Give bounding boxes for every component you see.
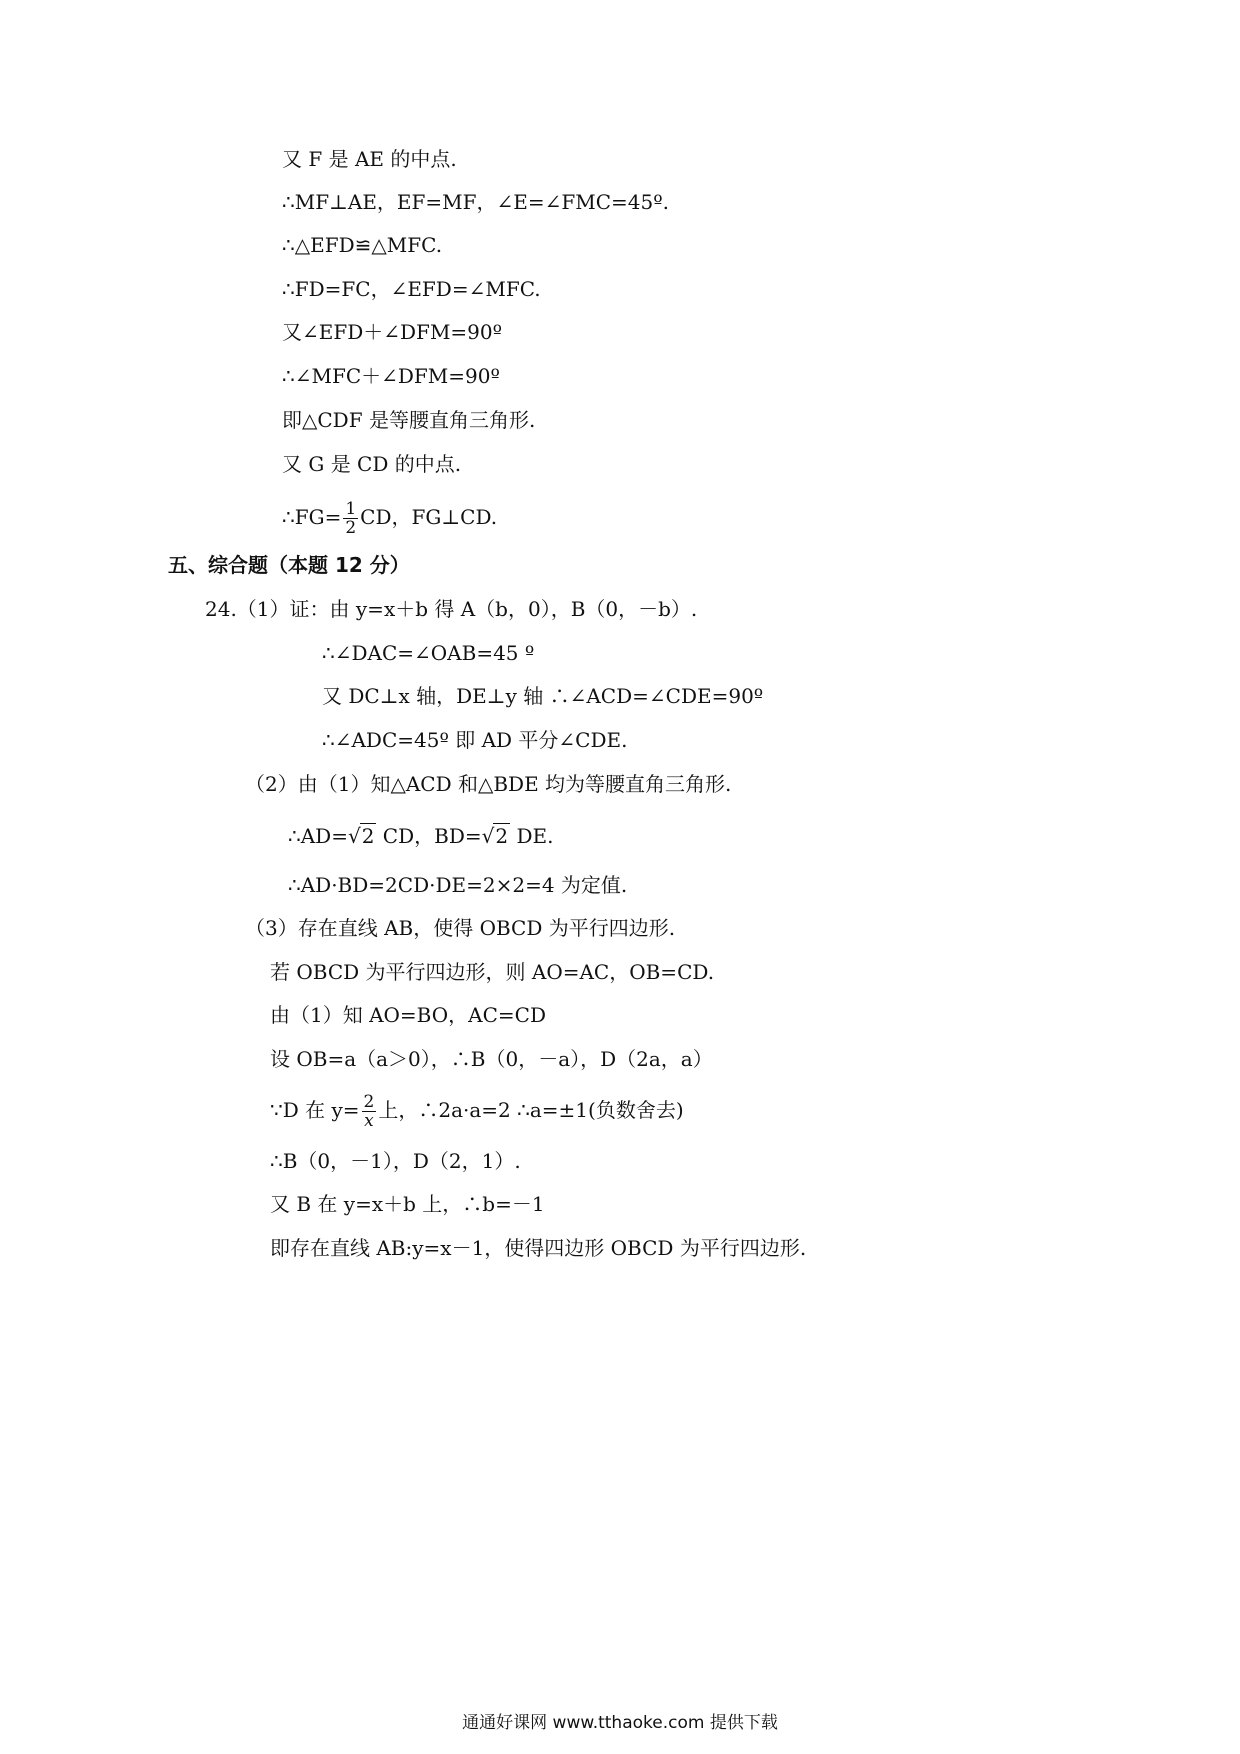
q24-part2-sqrt-line	[288, 823, 553, 848]
fg-before: ∴FG=	[282, 505, 342, 529]
fraction-two-over-x	[362, 1093, 377, 1130]
fraction-denominator: 2	[345, 518, 357, 538]
fg-fraction-line	[282, 500, 497, 537]
q24-part2-first: （2）由（1）知△ACD 和△BDE 均为等腰直角三角形.	[245, 772, 732, 796]
q24-part3-line-6: 又 B 在 y=x＋b 上，∴b=－1	[270, 1192, 545, 1216]
q24-part1-line-3: ∴∠ADC=45º 即 AD 平分∠CDE.	[322, 728, 628, 752]
proof-line-8: 又 G 是 CD 的中点.	[282, 452, 462, 476]
fraction-denominator: x	[364, 1111, 374, 1131]
sqrt-two-a: √2	[347, 824, 375, 848]
q24-part3-line-2: 由（1）知 AO=BO，AC=CD	[270, 1003, 546, 1027]
section-heading: 五、综合题（本题 12 分）	[168, 553, 410, 577]
proof-line-7: 即△CDF 是等腰直角三角形.	[282, 408, 536, 432]
q24-part2-last: ∴AD·BD=2CD·DE=2×2=4 为定值.	[288, 873, 628, 897]
q24-part3-line-3: 设 OB=a（a＞0），∴B（0，－a），D（2a，a）	[270, 1047, 713, 1071]
radicand-b: 2	[495, 824, 509, 848]
q24-part1-line-2: 又 DC⊥x 轴，DE⊥y 轴 ∴∠ACD=∠CDE=90º	[322, 684, 764, 708]
proof-line-5: 又∠EFD＋∠DFM=90º	[282, 320, 503, 344]
p3-frac-before: ∵D 在 y=	[270, 1098, 360, 1122]
proof-line-1: 又 F 是 AE 的中点.	[282, 147, 457, 171]
q24-part1-line-1: ∴∠DAC=∠OAB=45 º	[322, 641, 535, 665]
fg-after: CD，FG⊥CD.	[360, 505, 498, 529]
proof-line-6: ∴∠MFC＋∠DFM=90º	[282, 364, 500, 388]
q24-part3-fraction-line	[270, 1093, 684, 1130]
radicand-a: 2	[361, 824, 375, 848]
p3-frac-after: 上，∴2a·a=2 ∴a=±1(负数舍去)	[378, 1098, 684, 1122]
q24-part3-line-7: 即存在直线 AB:y=x－1，使得四边形 OBCD 为平行四边形.	[270, 1236, 807, 1260]
sqrt-lead: ∴AD=	[288, 824, 348, 848]
q24-part3-line-5: ∴B（0，－1），D（2，1）.	[270, 1149, 521, 1173]
page-footer: 通通好课网 www.tthaoke.com 提供下载	[462, 1713, 778, 1733]
sqrt-two-b: √2	[481, 824, 509, 848]
proof-line-4: ∴FD=FC，∠EFD=∠MFC.	[282, 277, 541, 301]
proof-line-3: ∴△EFD≌△MFC.	[282, 233, 443, 257]
proof-line-2: ∴MF⊥AE，EF=MF，∠E=∠FMC=45º.	[282, 190, 670, 214]
fraction-numerator: 2	[363, 1092, 375, 1112]
q24-part1-first: 24.（1）证：由 y=x＋b 得 A（b，0），B（0，－b）.	[205, 597, 698, 621]
sqrt-tail: DE.	[510, 824, 554, 848]
fraction-one-half	[343, 500, 358, 537]
sqrt-mid: CD，BD=	[376, 824, 482, 848]
fraction-numerator: 1	[345, 499, 357, 519]
q24-part3-line-1: 若 OBCD 为平行四边形，则 AO=AC，OB=CD.	[270, 960, 715, 984]
q24-part3-first: （3）存在直线 AB，使得 OBCD 为平行四边形.	[245, 916, 676, 940]
